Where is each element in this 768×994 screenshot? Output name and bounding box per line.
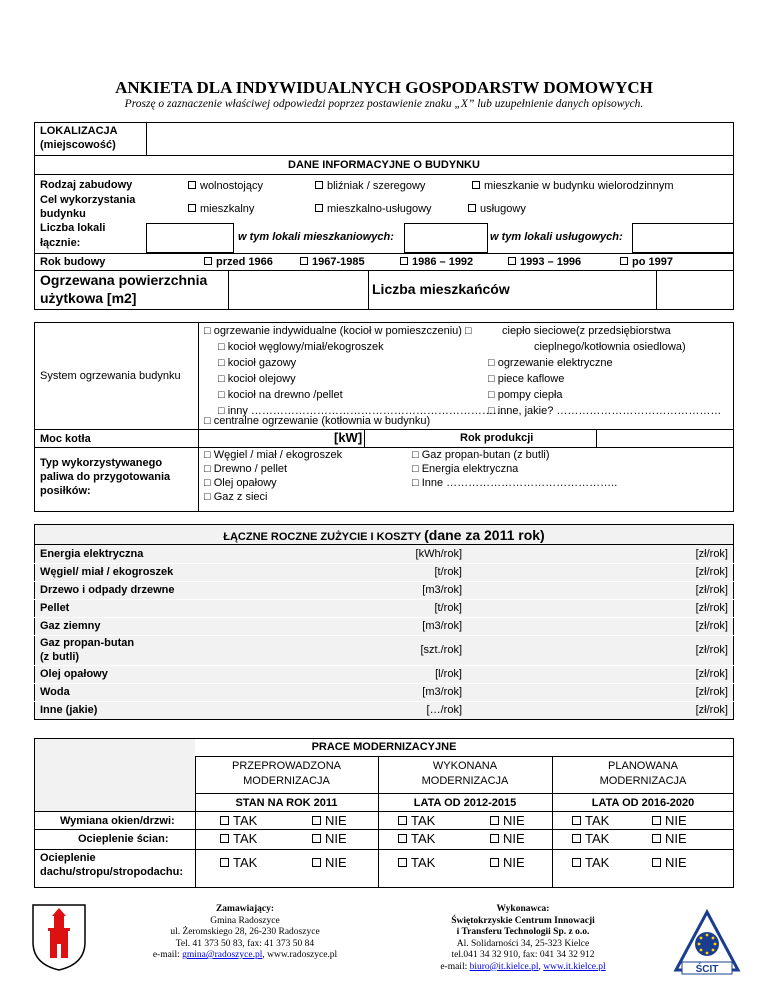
consumption-quantity-field[interactable] bbox=[220, 545, 400, 563]
moc-field[interactable] bbox=[200, 431, 330, 445]
cel-label: Cel wykorzystania bbox=[40, 194, 136, 206]
paliwo-label-3: posiłków: bbox=[40, 485, 91, 497]
modern-nie-option[interactable]: NIE bbox=[312, 813, 347, 828]
checkbox-icon bbox=[188, 204, 196, 212]
rodzaj-option-1[interactable]: wolnostojący bbox=[188, 180, 263, 192]
consumption-unit-label: [szt./rok] bbox=[420, 644, 462, 656]
rodzaj-option-2[interactable]: bliźniak / szeregowy bbox=[315, 180, 425, 192]
modern-nie-option[interactable]: NIE bbox=[652, 855, 687, 870]
checkbox-icon bbox=[398, 816, 407, 825]
page-title: ANKIETA DLA INDYWIDUALNYCH GOSPODARSTW DOMOWYCH bbox=[115, 78, 653, 97]
consumption-quantity-field[interactable] bbox=[220, 683, 400, 701]
rok-option-1[interactable]: przed 1966 bbox=[204, 256, 273, 268]
powierzchnia-label: Ogrzewana powierzchnia bbox=[40, 272, 208, 288]
rok-budowy-label: Rok budowy bbox=[40, 256, 106, 268]
checkbox-icon bbox=[468, 204, 476, 212]
heat-left-4[interactable]: □ kocioł na drewno /pellet bbox=[218, 389, 343, 401]
consumption-quantity-field[interactable] bbox=[220, 563, 400, 581]
heat-right-4[interactable]: □ pompy ciepła bbox=[488, 389, 563, 401]
checkbox-icon bbox=[220, 816, 229, 825]
modern-row-2-label: Ocieplenie ścian: bbox=[78, 833, 169, 845]
consumption-unit-label: [m3/rok] bbox=[422, 584, 462, 596]
consumption-unit-label: […/rok] bbox=[426, 704, 462, 716]
consumption-quantity-field[interactable] bbox=[220, 581, 400, 599]
powierzchnia-label-2: użytkowa [m2] bbox=[40, 290, 137, 306]
checkbox-icon bbox=[572, 858, 581, 867]
checkbox-icon bbox=[220, 858, 229, 867]
heat-right-2[interactable]: □ ogrzewanie elektryczne bbox=[488, 357, 613, 369]
checkbox-icon bbox=[398, 858, 407, 867]
paliwo-label-2: paliwa do przygotowania bbox=[40, 471, 171, 483]
consumption-cost-label: [zł/rok] bbox=[695, 704, 728, 716]
paliwo-left-0[interactable]: □ Węgiel / miał / ekogroszek bbox=[204, 449, 343, 461]
checkbox-icon bbox=[300, 257, 308, 265]
modern-nie-option[interactable]: NIE bbox=[490, 813, 525, 828]
checkbox-icon bbox=[490, 834, 499, 843]
heat-right-0: ciepło sieciowe(z przedsiębiorstwa bbox=[502, 325, 671, 337]
consumption-row-label: Gaz ziemny bbox=[40, 620, 101, 632]
consumption-quantity-field[interactable] bbox=[220, 635, 400, 665]
consumption-row-label: Pellet bbox=[40, 602, 70, 614]
radoszyce-coat-of-arms-icon bbox=[30, 902, 88, 972]
cel-option-2[interactable]: mieszkalno-usługowy bbox=[315, 203, 432, 215]
localization-label: LOKALIZACJA bbox=[40, 125, 118, 137]
checkbox-icon bbox=[652, 816, 661, 825]
col3-period: LATA OD 2016-2020 bbox=[591, 797, 695, 809]
liczba-label: Liczba lokali bbox=[40, 222, 106, 234]
consumption-quantity-field[interactable] bbox=[220, 599, 400, 617]
checkbox-icon bbox=[572, 834, 581, 843]
email-link-right[interactable]: biuro@it.kielce.pl bbox=[469, 961, 539, 972]
consumption-unit-label: [m3/rok] bbox=[422, 686, 462, 698]
consumption-cost-label: [zł/rok] bbox=[695, 620, 728, 632]
checkbox-icon bbox=[315, 204, 323, 212]
uslugowych-field[interactable] bbox=[632, 223, 734, 253]
modern-tak-option[interactable]: TAK bbox=[220, 855, 257, 870]
rok-option-4[interactable]: 1993 – 1996 bbox=[508, 256, 581, 268]
paliwo-right-2[interactable]: □ Inne ……………………………………….. bbox=[412, 477, 618, 489]
paliwo-left-1[interactable]: □ Drewno / pellet bbox=[204, 463, 288, 475]
modern-nie-option[interactable]: NIE bbox=[312, 831, 347, 846]
liczba-lokali-field[interactable] bbox=[146, 223, 234, 253]
checkbox-icon bbox=[472, 181, 480, 189]
checkbox-icon bbox=[312, 858, 321, 867]
consumption-row-label: Woda bbox=[40, 686, 70, 698]
heat-left-1[interactable]: □ kocioł węglowy/miał/ekogroszek bbox=[218, 341, 384, 353]
mieszkaniowych-field[interactable] bbox=[404, 223, 488, 253]
consumption-unit-label: [l/rok] bbox=[435, 668, 462, 680]
modern-nie-option[interactable]: NIE bbox=[652, 813, 687, 828]
col2-title2: MODERNIZACJA bbox=[421, 775, 509, 787]
checkbox-icon bbox=[490, 816, 499, 825]
paliwo-right-0[interactable]: □ Gaz propan-butan (z butli) bbox=[412, 449, 550, 461]
consumption-unit-label: [m3/rok] bbox=[422, 620, 462, 632]
kw-label: [kW] bbox=[334, 430, 363, 445]
checkbox-icon bbox=[312, 834, 321, 843]
consumption-quantity-field[interactable] bbox=[220, 701, 400, 719]
cel-option-3[interactable]: usługowy bbox=[468, 203, 526, 215]
checkbox-icon bbox=[398, 834, 407, 843]
checkbox-icon bbox=[188, 181, 196, 189]
localization-field[interactable] bbox=[148, 124, 732, 154]
col2-period: LATA OD 2012-2015 bbox=[413, 797, 517, 809]
consumption-row-label: Olej opałowy bbox=[40, 668, 108, 680]
web-link-right[interactable]: www.it.kielce.pl bbox=[543, 961, 606, 972]
col1-title1: PRZEPROWADZONA bbox=[232, 760, 341, 772]
consumption-quantity-field[interactable] bbox=[220, 665, 400, 683]
modern-tak-option[interactable]: TAK bbox=[572, 813, 609, 828]
rok-produkcji-label: Rok produkcji bbox=[460, 432, 534, 444]
modern-tak-option[interactable]: TAK bbox=[220, 831, 257, 846]
modern-row-1-label: Wymiana okien/drzwi: bbox=[60, 815, 175, 827]
scitt-logo-icon bbox=[672, 908, 742, 978]
col1-period: STAN NA ROK 2011 bbox=[235, 797, 338, 809]
consumption-cost-label: [zł/rok] bbox=[695, 686, 728, 698]
consumption-unit-label: [kWh/rok] bbox=[415, 548, 462, 560]
consumption-heading: ŁĄCZNE ROCZNE ZUŻYCIE I KOSZTY (dane za 2011 rok) bbox=[223, 527, 545, 543]
heat-left-2[interactable]: □ kocioł gazowy bbox=[218, 357, 297, 369]
modern-tak-option[interactable]: TAK bbox=[398, 813, 435, 828]
heat-left-5[interactable]: □ inny ……………………………………………………………. bbox=[218, 405, 507, 417]
consumption-quantity-field[interactable] bbox=[220, 617, 400, 635]
rok-option-5[interactable]: po 1997 bbox=[620, 256, 673, 268]
modern-row-3-label: Ocieplenie dachu/stropu/stropodachu: bbox=[40, 852, 183, 878]
powierzchnia-field[interactable] bbox=[230, 272, 366, 308]
checkbox-icon bbox=[508, 257, 516, 265]
modern-tak-option[interactable]: TAK bbox=[572, 855, 609, 870]
system-label: System ogrzewania budynku bbox=[40, 370, 181, 382]
rok-option-3[interactable]: 1986 – 1992 bbox=[400, 256, 473, 268]
page-subtitle: Proszę o zaznaczenie właściwej odpowiedzi poprzez postawienie znaku „X” lub uzupełnienie danych opisowych. bbox=[124, 98, 644, 110]
cel-label-2: budynku bbox=[40, 208, 86, 220]
consumption-row-label: Energia elektryczna bbox=[40, 548, 144, 560]
heat-right-5[interactable]: □ inne, jakie? ……………………………………… bbox=[488, 405, 722, 417]
moc-label: Moc kotła bbox=[40, 433, 91, 445]
paliwo-right-1[interactable]: □ Energia elektryczna bbox=[412, 463, 519, 475]
modern-tak-option[interactable]: TAK bbox=[572, 831, 609, 846]
consumption-cost-label: [zł/rok] bbox=[695, 548, 728, 560]
col1-title2: MODERNIZACJA bbox=[243, 775, 330, 787]
consumption-row-label: Drzewo i odpady drzewne bbox=[40, 584, 175, 596]
rok-option-2[interactable]: 1967-1985 bbox=[300, 256, 365, 268]
consumption-row-label: Węgiel/ miał / ekogroszek bbox=[40, 566, 174, 578]
email-link[interactable]: gmina@radoszyce.pl bbox=[182, 950, 263, 960]
checkbox-icon bbox=[490, 858, 499, 867]
heat-left-0[interactable]: □ ogrzewanie indywidualne (kocioł w pomieszczeniu) □ bbox=[204, 325, 472, 337]
heat-right-1: cieplnego/kotłownia osiedlowa) bbox=[534, 341, 686, 353]
liczba-label-2: łącznie: bbox=[40, 237, 81, 249]
rok-produkcji-field[interactable] bbox=[598, 431, 732, 445]
col3-title1: PLANOWANA bbox=[608, 760, 678, 772]
consumption-cost-label: [zł/rok] bbox=[695, 644, 728, 656]
checkbox-icon bbox=[400, 257, 408, 265]
consumption-cost-label: [zł/rok] bbox=[695, 566, 728, 578]
building-heading: DANE INFORMACYJNE O BUDYNKU bbox=[288, 159, 480, 171]
paliwo-left-2[interactable]: □ Olej opałowy bbox=[204, 477, 277, 489]
cel-option-1[interactable]: mieszkalny bbox=[188, 203, 254, 215]
col3-title2: MODERNIZACJA bbox=[599, 775, 687, 787]
localization-sub-label: (miejscowość) bbox=[40, 139, 116, 151]
modern-nie-option[interactable]: NIE bbox=[490, 831, 525, 846]
modern-nie-option[interactable]: NIE bbox=[490, 855, 525, 870]
heat-left-3[interactable]: □ kocioł olejowy bbox=[218, 373, 296, 385]
modern-tak-option[interactable]: TAK bbox=[398, 831, 435, 846]
mieszkancow-label: Liczba mieszkańców bbox=[372, 281, 510, 297]
checkbox-icon bbox=[220, 834, 229, 843]
consumption-cost-label: [zł/rok] bbox=[695, 602, 728, 614]
consumption-cost-label: [zł/rok] bbox=[695, 668, 728, 680]
mieszkancow-field[interactable] bbox=[658, 272, 732, 308]
heat-left-6[interactable]: □ centralne ogrzewanie (kotłownia w budynku) bbox=[204, 415, 431, 427]
modern-tak-option[interactable]: TAK bbox=[220, 813, 257, 828]
consumption-row-label: Gaz propan-butan (z butli) bbox=[40, 637, 135, 663]
uslugowych-label: w tym lokali usługowych: bbox=[490, 231, 623, 243]
checkbox-icon bbox=[652, 834, 661, 843]
consumption-unit-label: [t/rok] bbox=[434, 602, 462, 614]
heat-right-3[interactable]: □ piece kaflowe bbox=[488, 373, 565, 385]
svg-text:ŚCIT: ŚCIT bbox=[695, 964, 719, 975]
rodzaj-label: Rodzaj zabudowy bbox=[40, 179, 133, 191]
checkbox-icon bbox=[652, 858, 661, 867]
col2-title1: WYKONANA bbox=[432, 760, 498, 772]
paliwo-left-3[interactable]: □ Gaz z sieci bbox=[204, 491, 268, 503]
checkbox-icon bbox=[204, 257, 212, 265]
footer-left: Zamawiający: Gmina Radoszyce ul. Żeromskiego 28, 26-230 Radoszyce Tel. 41 373 50 83, fax: 41 373 50 84 e-mail: gmina@radoszyce.pl, www.radoszyce.pl bbox=[152, 904, 338, 960]
modern-tak-option[interactable]: TAK bbox=[398, 855, 435, 870]
consumption-cost-label: [zł/rok] bbox=[695, 584, 728, 596]
paliwo-label-1: Typ wykorzystywanego bbox=[40, 457, 163, 469]
mieszkaniowych-label: w tym lokali mieszkaniowych: bbox=[238, 231, 394, 243]
checkbox-icon bbox=[620, 257, 628, 265]
modernization-heading: PRACE MODERNIZACYJNE bbox=[311, 741, 457, 753]
footer-right: Wykonawca: Świętokrzyskie Centrum Innowacji i Transferu Technologii Sp. z o.o. Al. Solidarności 34, 25-323 Kielce tel.041 34 32 910, fax: 041 34 32 912 e-mail: biuro@it.kielce.pl, www.it.kielce.pl bbox=[440, 904, 606, 972]
checkbox-icon bbox=[572, 816, 581, 825]
consumption-row-label: Inne (jakie) bbox=[40, 704, 98, 716]
checkbox-icon bbox=[315, 181, 323, 189]
checkbox-icon bbox=[312, 816, 321, 825]
rodzaj-option-3[interactable]: mieszkanie w budynku wielorodzinnym bbox=[472, 180, 674, 192]
modern-nie-option[interactable]: NIE bbox=[652, 831, 687, 846]
modern-nie-option[interactable]: NIE bbox=[312, 855, 347, 870]
consumption-unit-label: [t/rok] bbox=[434, 566, 462, 578]
